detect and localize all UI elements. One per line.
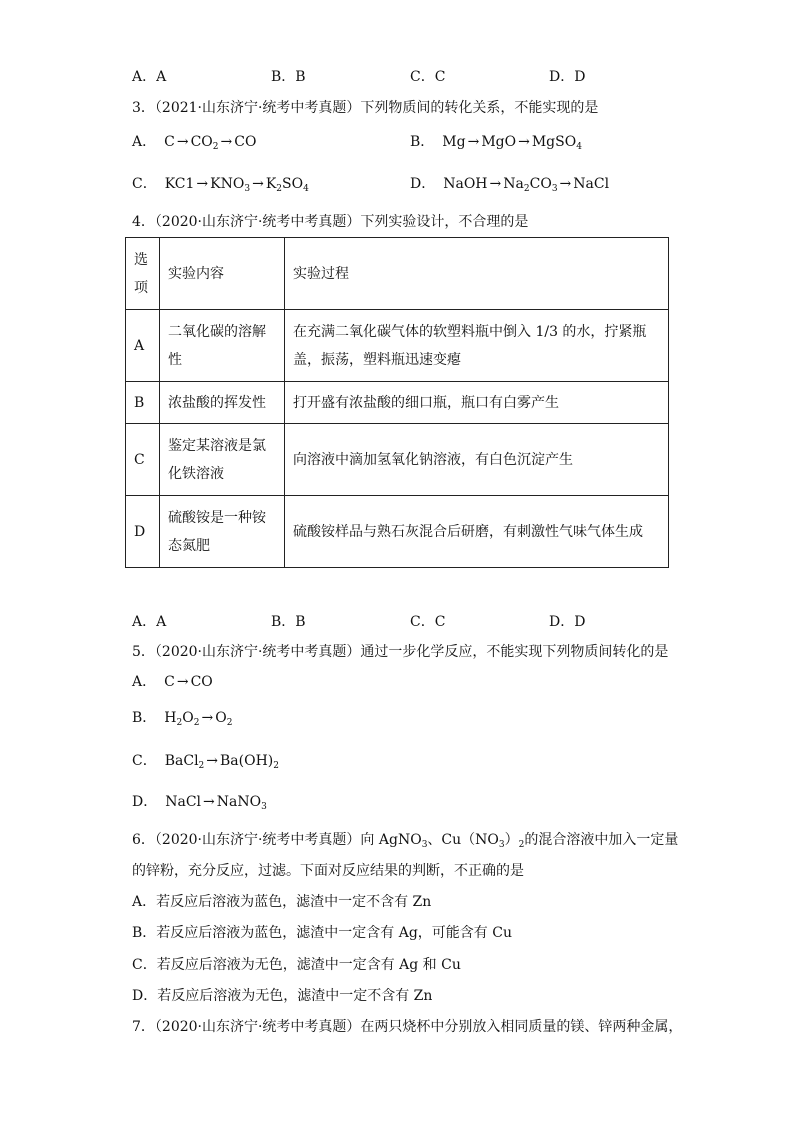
q2-option-b: B．B [271,69,306,85]
q6-stem-line1: 6．（2020·山东济宁·统考中考真题）向 AgNO$_3$、$Cu(NO_3)_2$的混合溶液中加入一定量 [132,832,679,850]
q5-option-b: B． $H_2O_2 \to O_2$ [132,710,233,728]
q4-option-a: A．A [132,614,167,630]
q2-option-a: A．A [132,69,167,85]
q4-table [125,237,669,568]
table-header-cell: 实验过程 [285,238,669,310]
table-cell-process: 硫酸铵样品与熟石灰混合后研磨，有刺激性气味气体生成 [285,496,669,568]
table-cell-process: 在充满二氧化碳气体的软塑料瓶中倒入 1/3 的水，拧紧瓶盖，振荡，塑料瓶迅速变瘪 [285,310,669,382]
q3-stem: 3．（2021·山东济宁·统考中考真题）下列物质间的转化关系，不能实现的是 [132,100,599,116]
q6-option-c: C．若反应后溶液为无色，滤渣中一定含有 Ag 和 Cu [132,957,461,973]
table-cell-content: 硫酸铵是一种铵态氮肥 [160,496,285,568]
table-cell-content: 浓盐酸的挥发性 [160,382,285,424]
q3-option-a: A． $C \to CO_2$ → CO [132,134,257,152]
q2-option-c: C．C [410,69,446,85]
table-cell-option: C [126,424,160,496]
q2-options [132,66,692,86]
table-cell-content: 鉴定某溶液是氯化铁溶液 [160,424,285,496]
table-row [126,424,669,496]
table-row [126,310,669,382]
table-cell-option: A [126,310,160,382]
q6-option-a: A．若反应后溶液为蓝色，滤渣中一定不含有 Zn [132,894,432,910]
q4-stem: 4．（2020·山东济宁·统考中考真题）下列实验设计，不合理的是 [132,214,529,230]
table-cell-process: 打开盛有浓盐酸的细口瓶，瓶口有白雾产生 [285,382,669,424]
q5-option-d: D． NaCl → NaNO$_3$ [132,794,267,812]
table-header-cell: 选项 [126,238,160,310]
q6-option-b: B．若反应后溶液为蓝色，滤渣中一定含有 Ag，可能含有 Cu [132,925,512,941]
table-row [126,496,669,568]
table-header-cell: 实验内容 [160,238,285,310]
q5-option-c: C． BaCl$_2$ → $Ba(OH)_2$ [132,753,279,771]
table-cell-option: B [126,382,160,424]
q3-option-c: C． $KC1 \to KNO_3 \to K_2SO_4$ [132,176,309,194]
q6-stem-line2: 的锌粉，充分反应，过滤。下面对反应结果的判断，不正确的是 [132,863,524,879]
q2-option-d: D．D [549,69,586,85]
q3-option-b: B． Mg → MgO → MgSO$_4$ [410,134,582,152]
q5-option-a: A． C → CO [132,674,213,690]
table-cell-process: 向溶液中滴加氢氧化钠溶液，有白色沉淀产生 [285,424,669,496]
q5-stem: 5．（2020·山东济宁·统考中考真题）通过一步化学反应，不能实现下列物质间转化的是 [132,644,669,660]
table-cell-option: D [126,496,160,568]
q4-options [132,611,692,631]
q4-option-d: D．D [549,614,586,630]
q4-option-b: B．B [271,614,306,630]
table-header-row [126,238,669,310]
table-cell-content: 二氧化碳的溶解性 [160,310,285,382]
table-row [126,382,669,424]
q7-stem: 7．（2020·山东济宁·统考中考真题）在两只烧杯中分别放入相同质量的镁、锌两种金属， [132,1019,683,1035]
q4-option-c: C．C [410,614,446,630]
q6-option-d: D．若反应后溶液为无色，滤渣中一定不含有 Zn [132,988,433,1004]
q3-option-d: D． NaOH → $Na_2CO_3$ → NaCl [410,176,610,194]
